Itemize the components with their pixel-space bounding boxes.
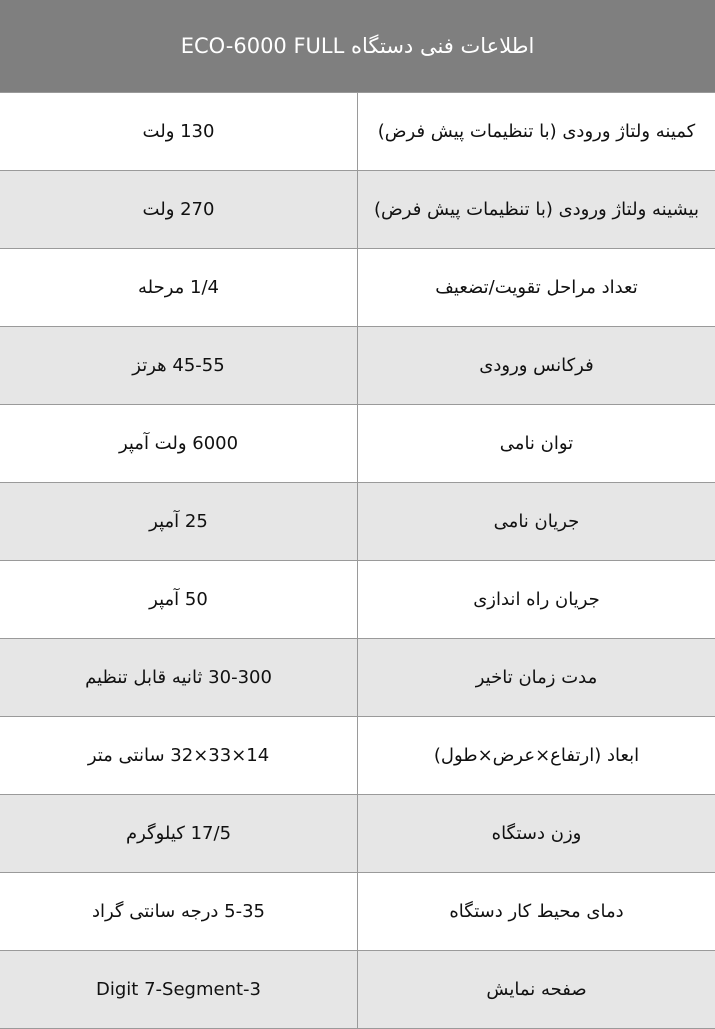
spec-label: جریان راه اندازی (358, 561, 715, 639)
table-row (0, 639, 715, 717)
spec-label: تعداد مراحل تقویت/تضعیف (358, 249, 715, 327)
table-row (0, 483, 715, 561)
spec-value: 25 آمپر (0, 483, 358, 561)
spec-label: وزن دستگاه (358, 795, 715, 873)
spec-value: 6000 ولت آمپر (0, 405, 358, 483)
table-row (0, 327, 715, 405)
spec-value: 1/4 مرحله (0, 249, 358, 327)
spec-label: دمای محیط کار دستگاه (358, 873, 715, 951)
header-row (0, 0, 715, 93)
table-row (0, 171, 715, 249)
spec-label: فرکانس ورودی (358, 327, 715, 405)
table-row (0, 405, 715, 483)
spec-label: جریان نامی (358, 483, 715, 561)
spec-label: مدت زمان تاخیر (358, 639, 715, 717)
spec-label: ابعاد (ارتفاع×عرض×طول) (358, 717, 715, 795)
spec-value: 17/5 کیلوگرم (0, 795, 358, 873)
table-row (0, 717, 715, 795)
table-row (0, 93, 715, 171)
spec-label: بیشینه ولتاژ ورودی (با تنظیمات پیش فرض) (358, 171, 715, 249)
table-row (0, 873, 715, 951)
spec-value: 270 ولت (0, 171, 358, 249)
table-row (0, 249, 715, 327)
spec-value: 130 ولت (0, 93, 358, 171)
spec-value: 30-300 ثانیه قابل تنظیم (0, 639, 358, 717)
spec-value: 5-35 درجه سانتی گراد (0, 873, 358, 951)
spec-value: 14×33×32 سانتی متر (0, 717, 358, 795)
table-row (0, 561, 715, 639)
spec-value: 50 آمپر (0, 561, 358, 639)
table-title: اطلاعات فنی دستگاه ECO-6000 FULL (0, 0, 715, 93)
spec-label: کمینه ولتاژ ورودی (با تنظیمات پیش فرض) (358, 93, 715, 171)
table-row (0, 951, 715, 1029)
table-row (0, 795, 715, 873)
spec-label: توان نامی (358, 405, 715, 483)
spec-label: صفحه نمایش (358, 951, 715, 1029)
spec-value: 45-55 هرتز (0, 327, 358, 405)
spec-value: 3-Digit 7-Segment (0, 951, 358, 1029)
